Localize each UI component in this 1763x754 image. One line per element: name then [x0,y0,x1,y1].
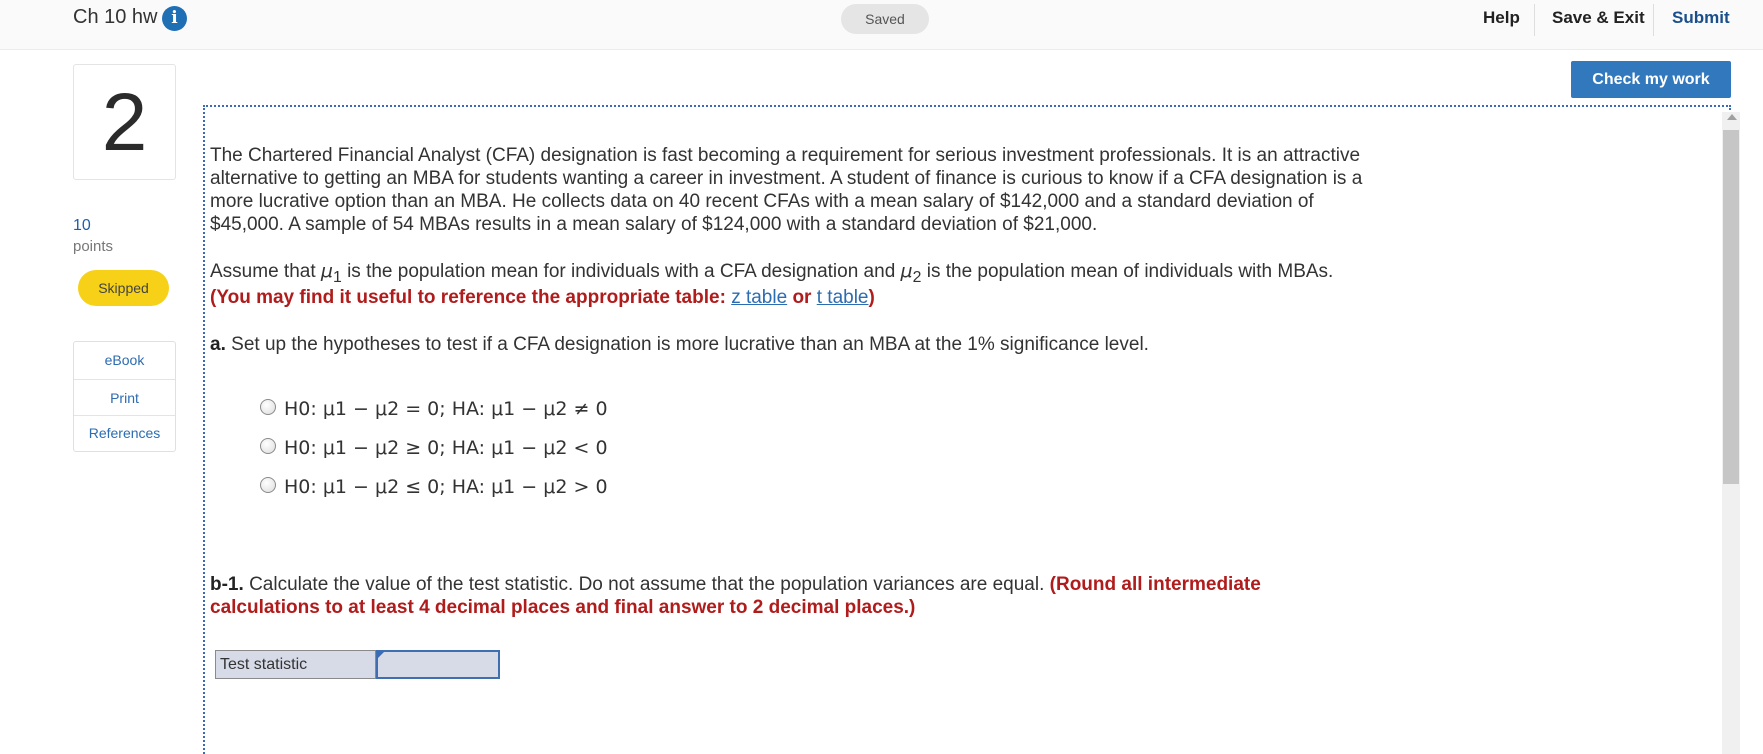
part-b1-prompt [210,573,1310,619]
saved-status: Saved [841,4,929,34]
scroll-up-arrow-icon[interactable] [1727,114,1737,120]
save-exit-link[interactable]: Save & Exit [1552,8,1645,27]
ebook-link[interactable]: eBook [104,352,145,368]
part-b1-label: b-1. [210,574,244,595]
part-a-prompt [210,333,1610,356]
points-label: points [73,238,114,255]
option-1-radio[interactable] [260,399,276,415]
help-link[interactable]: Help [1483,8,1520,27]
mu1-sub: 1 [332,268,342,286]
option-1-label[interactable]: H0: μ1 − μ2 = 0; HA: μ1 − μ2 ≠ 0 [284,398,608,420]
assume-pre: Assume that [210,261,321,282]
part-a-text: Set up the hypotheses to test if a CFA designation is more lucrative than an MBA at the 1% significance level. [231,334,1149,355]
table-reference [210,286,1610,309]
ref-text: (You may find it useful to reference the appropriate table: [210,287,732,308]
divider [74,415,175,416]
submit-link[interactable]: Submit [1672,8,1730,27]
info-icon[interactable]: i [162,6,187,31]
mu2-sub: 2 [912,268,922,286]
top-header [0,0,1763,50]
assume-mid: is the population mean for individuals with a CFA designation and [341,261,901,282]
scrollbar-thumb[interactable] [1723,130,1739,484]
assume-post: is the population mean of individuals with MBAs. [921,261,1334,282]
points-value: 10 [73,217,91,234]
assumption-text [210,260,1610,289]
option-3-radio[interactable] [260,477,276,493]
references-link[interactable]: References [88,425,161,441]
header-divider [1653,4,1654,36]
assignment-title: Ch 10 hw [73,6,158,28]
resource-links [73,341,176,452]
or-text: or [792,287,812,308]
header-divider [1534,4,1535,36]
skipped-badge: Skipped [78,270,169,306]
option-2-radio[interactable] [260,438,276,454]
t-table-link[interactable]: t table [816,287,869,308]
test-statistic-input[interactable] [376,650,500,679]
print-link[interactable]: Print [110,390,139,406]
divider [74,379,175,380]
question-intro: The Chartered Financial Analyst (CFA) designation is fast becoming a requirement for serious investment professionals. It is an attractive alternative to getting an MBA for students wanting a career in investment. A student of finance is curious to know if a CFA designation is a more lucrative option than an MBA. He collects data on 40 recent CFAs with a mean salary of $142,000 and a standard deviation of $45,000. A sample of 54 MBAs results in a mean salary of $124,000 with a standard deviation of $21,000. [210,145,1363,235]
check-my-work-button[interactable]: Check my work [1571,61,1731,98]
cell-flag-icon [377,651,385,659]
option-2-label[interactable]: H0: μ1 − μ2 ≥ 0; HA: μ1 − μ2 < 0 [284,437,608,459]
rounding-instruction: (Round all intermediate calculations to at least 4 decimal places and final answer to 2 decimal places.) [210,574,1261,618]
option-3-label[interactable]: H0: μ1 − μ2 ≤ 0; HA: μ1 − μ2 > 0 [284,476,608,498]
question-number: 2 [73,64,176,180]
part-a-label: a. [210,334,226,355]
ref-close: ) [868,287,875,308]
mu2-symbol: μ [900,260,913,282]
test-statistic-label: Test statistic [215,650,376,679]
z-table-link[interactable]: z table [731,287,788,308]
part-b1-text: Calculate the value of the test statistic. Do not assume that the population variances are equal. [249,574,1045,595]
mu1-symbol: μ [320,260,333,282]
